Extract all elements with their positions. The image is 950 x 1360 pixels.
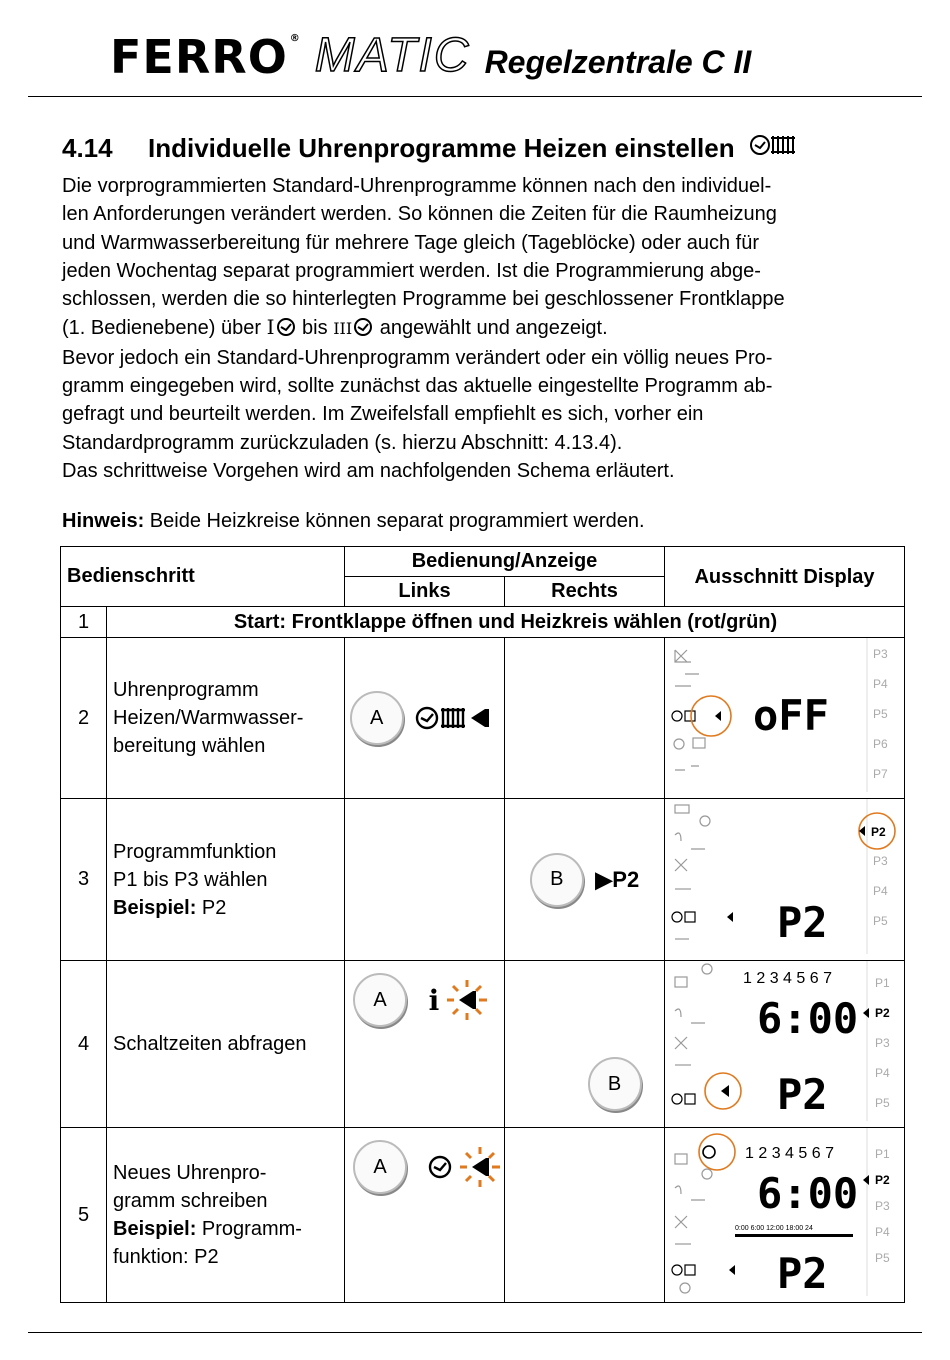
- col-header-display: Ausschnitt Display: [665, 547, 905, 607]
- svg-text:P4: P4: [875, 1066, 890, 1080]
- right-operation: [505, 961, 665, 1128]
- display-readout: P2: [777, 1249, 828, 1296]
- svg-text:P3: P3: [873, 647, 888, 661]
- paragraph-line: Standardprogramm zurückzuladen (s. hierzu Abschnitt: 4.13.4).: [62, 431, 623, 454]
- right-operation: [505, 799, 665, 961]
- step-description: Programmfunktion P1 bis P3 wählen Beispiel: P2: [107, 799, 345, 961]
- paragraph-line: Die vorprogrammierten Standard-Uhrenprogramme können nach den individuel-: [62, 175, 772, 197]
- clock-radiator-arrow-icon: [415, 703, 499, 733]
- knob-b[interactable]: B: [530, 853, 584, 907]
- svg-text:P7: P7: [873, 767, 888, 781]
- col-header-right: Rechts: [505, 577, 665, 607]
- display-program: P2: [871, 825, 886, 839]
- paragraph-line: len Anforderungen verändert werden. So können die Zeiten für die Raumheizung: [62, 203, 777, 226]
- display-excerpt: [665, 1128, 905, 1303]
- svg-text:P5: P5: [873, 914, 888, 928]
- header-rule: [28, 96, 922, 97]
- program-i-icon: I: [267, 315, 297, 339]
- display-readout: P2: [777, 898, 828, 947]
- step-number: 5: [61, 1128, 107, 1303]
- svg-text:P1: P1: [875, 1147, 890, 1161]
- display-excerpt: [665, 799, 905, 961]
- left-operation: [345, 799, 505, 961]
- svg-text:P2: P2: [875, 1006, 890, 1020]
- display-days: 1 2 3 4 5 6 7: [745, 1145, 834, 1162]
- right-operation: [505, 1128, 665, 1303]
- step-description: Schaltzeiten abfragen: [107, 961, 345, 1128]
- step-number: 4: [61, 961, 107, 1128]
- display-time: 6:00: [757, 1169, 859, 1218]
- display-timeline: 0:00 6:00 12:00 18:00 24: [735, 1225, 813, 1232]
- paragraph-line: gramm eingegeben wird, sollte zunächst das aktuelle eingestellte Programm ab-: [62, 375, 773, 398]
- col-header-operation: Bedienung/Anzeige: [345, 547, 665, 577]
- svg-text:P3: P3: [873, 854, 888, 868]
- knob-a[interactable]: A: [353, 973, 407, 1027]
- blinking-arrow-icon: [458, 1145, 502, 1189]
- display-readout: oFF: [753, 691, 829, 740]
- svg-text:P6: P6: [873, 737, 888, 751]
- display-time: 6:00: [757, 994, 859, 1043]
- document-subtitle: Regelzentrale C II: [484, 44, 752, 80]
- svg-text:P5: P5: [875, 1251, 890, 1265]
- step-description: Uhrenprogramm Heizen/Warmwasser- bereitung wählen: [107, 638, 345, 799]
- knob-a[interactable]: A: [350, 691, 404, 745]
- knob-b[interactable]: B: [588, 1057, 642, 1111]
- clock-radiator-icon: [749, 132, 801, 165]
- clock-icon: [427, 1154, 453, 1180]
- svg-text:P1: P1: [875, 976, 890, 990]
- left-operation: [345, 638, 505, 799]
- display-excerpt: [665, 638, 905, 799]
- right-operation: [505, 638, 665, 799]
- display-days: 1 2 3 4 5 6 7: [743, 970, 832, 987]
- section-title: Individuelle Uhrenprogramme Heizen einstellen: [148, 133, 735, 163]
- start-row-text: Start: Frontklappe öffnen und Heizkreis wählen (rot/grün): [107, 607, 905, 638]
- paragraph-line: schlossen, werden die so hinterlegten Programme bei geschlossener Frontklappe: [62, 288, 785, 311]
- svg-text:P4: P4: [873, 677, 888, 691]
- paragraph-line: gefragt und beurteilt werden. Im Zweifelsfall empfiehlt es sich, vorher ein: [62, 403, 704, 426]
- paragraph-line: und Warmwasserbereitung für mehrere Tage gleich (Tageblöcke) oder auch für: [62, 231, 760, 254]
- paragraph-line: jeden Wochentag separat programmiert werden. Ist die Programmierung abge-: [62, 259, 761, 282]
- display-readout: P2: [777, 1070, 828, 1119]
- hint-label: Hinweis:: [62, 510, 145, 532]
- left-operation: [345, 1128, 505, 1303]
- intro-text: [62, 172, 900, 485]
- steps-table: [60, 546, 905, 1303]
- svg-text:P5: P5: [875, 1096, 890, 1110]
- col-header-left: Links: [345, 577, 505, 607]
- knob-a[interactable]: A: [353, 1140, 407, 1194]
- display-excerpt: [665, 961, 905, 1128]
- paragraph-line: Bevor jedoch ein Standard-Uhrenprogramm verändert oder ein völlig neues Pro-: [62, 346, 773, 369]
- left-operation: [345, 961, 505, 1128]
- program-iii-icon: III: [333, 319, 374, 338]
- step-number: 1: [61, 607, 107, 638]
- section-number: 4.14: [62, 133, 113, 163]
- program-indicator: ▶P2: [595, 866, 640, 892]
- blinking-arrow-icon: [445, 978, 489, 1022]
- col-header-step: Bedienschritt: [61, 547, 345, 607]
- svg-text:P2: P2: [875, 1173, 890, 1187]
- footer-rule: [28, 1332, 922, 1333]
- brand-matic: MATIC: [314, 29, 471, 82]
- paragraph-line: (1. Bedienebene) über I bis III angewählt und angezeigt.: [62, 315, 608, 340]
- brand-ferro: FERRO ®: [110, 30, 301, 84]
- info-icon: i: [428, 983, 440, 1017]
- hint-text: Beide Heizkreise können separat programmiert werden.: [144, 510, 645, 532]
- svg-text:P3: P3: [875, 1036, 890, 1050]
- step-description: Neues Uhrenpro- gramm schreiben Beispiel: Programm- funktion: P2: [107, 1128, 345, 1303]
- svg-text:P4: P4: [875, 1225, 890, 1239]
- step-number: 3: [61, 799, 107, 961]
- svg-text:P5: P5: [873, 707, 888, 721]
- step-number: 2: [61, 638, 107, 799]
- svg-text:P3: P3: [875, 1199, 890, 1213]
- header: [110, 29, 752, 84]
- hint: [62, 510, 645, 533]
- section-heading: [62, 132, 801, 165]
- svg-text:P4: P4: [873, 884, 888, 898]
- paragraph-line: Das schrittweise Vorgehen wird am nachfolgenden Schema erläutert.: [62, 459, 675, 482]
